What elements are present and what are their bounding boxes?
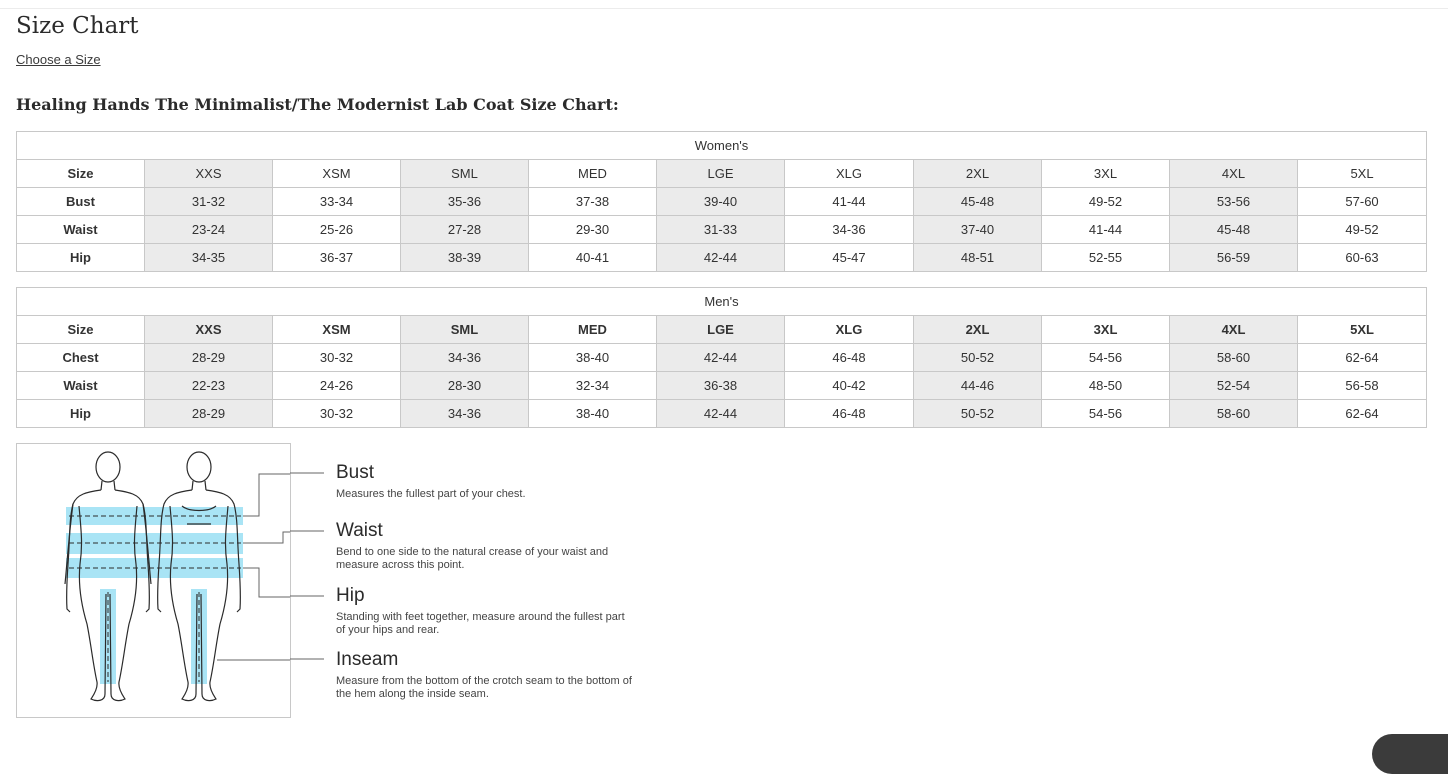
inseam-guide-desc: Measure from the bottom of the crotch seam to the bottom of the hem along the inside seam.	[336, 675, 632, 700]
row-label: Size	[17, 316, 145, 344]
measurement-cell: 30-32	[273, 400, 401, 428]
inseam-guide	[336, 649, 636, 701]
measurement-cell: 39-40	[657, 188, 785, 216]
measurement-cell: 25-26	[273, 216, 401, 244]
measurement-cell: 34-35	[145, 244, 273, 272]
measurement-cell: 56-59	[1170, 244, 1298, 272]
measurement-cell: 41-44	[1042, 216, 1170, 244]
measurement-cell: 40-41	[529, 244, 657, 272]
mens-size-row	[17, 316, 1427, 344]
measurement-cell: 42-44	[657, 344, 785, 372]
measurement-cell: 49-52	[1042, 188, 1170, 216]
measurement-cell: 36-37	[273, 244, 401, 272]
measurement-cell: 42-44	[657, 244, 785, 272]
measurement-cell: 29-30	[529, 216, 657, 244]
size-cell: MED	[529, 160, 657, 188]
measurement-cell: 48-51	[914, 244, 1042, 272]
measurement-cell: 22-23	[145, 372, 273, 400]
measurement-cell: 31-32	[145, 188, 273, 216]
measurement-cell: 35-36	[401, 188, 529, 216]
measurement-cell: 50-52	[914, 400, 1042, 428]
measurement-cell: 50-52	[914, 344, 1042, 372]
measurement-cell: 58-60	[1170, 344, 1298, 372]
size-cell: SML	[401, 160, 529, 188]
measurement-cell: 44-46	[914, 372, 1042, 400]
measurement-cell: 31-33	[657, 216, 785, 244]
measurement-cell: 37-38	[529, 188, 657, 216]
row-label: Waist	[17, 372, 145, 400]
floating-widget-button[interactable]	[1372, 734, 1448, 774]
measurement-cell: 38-40	[529, 344, 657, 372]
measurement-cell: 30-32	[273, 344, 401, 372]
womens-measure-row	[17, 188, 1427, 216]
mens-caption: Men's	[17, 288, 1427, 316]
measurement-cell: 27-28	[401, 216, 529, 244]
size-cell: LGE	[657, 160, 785, 188]
size-cell: 4XL	[1170, 316, 1298, 344]
inseam-guide-title: Inseam	[336, 649, 399, 670]
size-cell: SML	[401, 316, 529, 344]
measurement-cell: 52-55	[1042, 244, 1170, 272]
size-cell: XLG	[785, 160, 914, 188]
measurement-cell: 24-26	[273, 372, 401, 400]
hip-guide-desc: Standing with feet together, measure around the fullest part of your hips and rear.	[336, 611, 625, 636]
row-label: Hip	[17, 400, 145, 428]
size-cell: 5XL	[1298, 316, 1427, 344]
measurement-cell: 38-39	[401, 244, 529, 272]
waist-guide	[336, 520, 636, 572]
measurement-cell: 46-48	[785, 400, 914, 428]
measurement-cell: 36-38	[657, 372, 785, 400]
measurement-cell: 28-29	[145, 344, 273, 372]
measurement-cell: 45-48	[1170, 216, 1298, 244]
measurement-cell: 62-64	[1298, 400, 1427, 428]
measurement-cell: 46-48	[785, 344, 914, 372]
size-cell: MED	[529, 316, 657, 344]
row-label: Bust	[17, 188, 145, 216]
measurement-cell: 34-36	[785, 216, 914, 244]
measurement-cell: 42-44	[657, 400, 785, 428]
measurement-cell: 37-40	[914, 216, 1042, 244]
womens-measure-row	[17, 244, 1427, 272]
measurement-cell: 54-56	[1042, 400, 1170, 428]
size-cell: 5XL	[1298, 160, 1427, 188]
measurement-cell: 62-64	[1298, 344, 1427, 372]
top-divider	[0, 8, 1448, 9]
mens-size-table	[16, 287, 1427, 428]
size-chart-heading: Healing Hands The Minimalist/The Modernist Lab Coat Size Chart:	[16, 95, 619, 114]
size-cell: XSM	[273, 160, 401, 188]
measurement-cell: 49-52	[1298, 216, 1427, 244]
measurement-cell: 28-29	[145, 400, 273, 428]
size-cell: 2XL	[914, 160, 1042, 188]
bust-guide	[336, 462, 636, 501]
mens-measure-row	[17, 400, 1427, 428]
size-cell: 3XL	[1042, 316, 1170, 344]
womens-size-row	[17, 160, 1427, 188]
waist-guide-desc: Bend to one side to the natural crease of your waist and measure across this point.	[336, 546, 609, 571]
size-cell: LGE	[657, 316, 785, 344]
hip-guide-title: Hip	[336, 585, 365, 606]
page-title: Size Chart	[16, 13, 139, 39]
measurement-cell: 53-56	[1170, 188, 1298, 216]
womens-measure-row	[17, 216, 1427, 244]
measurement-illustration	[16, 443, 291, 718]
mens-measure-row	[17, 344, 1427, 372]
table-caption-row	[17, 288, 1427, 316]
body-figures-illustration	[17, 444, 290, 717]
row-label: Hip	[17, 244, 145, 272]
size-cell: XLG	[785, 316, 914, 344]
measurement-cell: 41-44	[785, 188, 914, 216]
measurement-cell: 34-36	[401, 400, 529, 428]
measurement-cell: 38-40	[529, 400, 657, 428]
measurement-cell: 23-24	[145, 216, 273, 244]
bust-guide-title: Bust	[336, 462, 375, 483]
measurement-cell: 57-60	[1298, 188, 1427, 216]
mens-measure-row	[17, 372, 1427, 400]
measurement-cell: 40-42	[785, 372, 914, 400]
bust-guide-desc: Measures the fullest part of your chest.	[336, 488, 526, 500]
measurement-cell: 48-50	[1042, 372, 1170, 400]
measurement-cell: 54-56	[1042, 344, 1170, 372]
womens-caption: Women's	[17, 132, 1427, 160]
waist-guide-title: Waist	[336, 520, 383, 541]
row-label: Chest	[17, 344, 145, 372]
table-caption-row	[17, 132, 1427, 160]
measurement-cell: 34-36	[401, 344, 529, 372]
hip-guide	[336, 585, 636, 637]
size-cell: XXS	[145, 160, 273, 188]
measurement-cell: 28-30	[401, 372, 529, 400]
size-cell: XXS	[145, 316, 273, 344]
size-cell: 2XL	[914, 316, 1042, 344]
row-label: Waist	[17, 216, 145, 244]
measurement-cell: 32-34	[529, 372, 657, 400]
womens-size-table	[16, 131, 1427, 272]
size-cell: 3XL	[1042, 160, 1170, 188]
choose-a-size-link[interactable]: Choose a Size	[16, 52, 101, 67]
measurement-cell: 52-54	[1170, 372, 1298, 400]
size-cell: XSM	[273, 316, 401, 344]
measurement-cell: 45-48	[914, 188, 1042, 216]
measurement-cell: 58-60	[1170, 400, 1298, 428]
measurement-cell: 60-63	[1298, 244, 1427, 272]
size-cell: 4XL	[1170, 160, 1298, 188]
measurement-cell: 45-47	[785, 244, 914, 272]
row-label: Size	[17, 160, 145, 188]
measurement-cell: 33-34	[273, 188, 401, 216]
measurement-cell: 56-58	[1298, 372, 1427, 400]
